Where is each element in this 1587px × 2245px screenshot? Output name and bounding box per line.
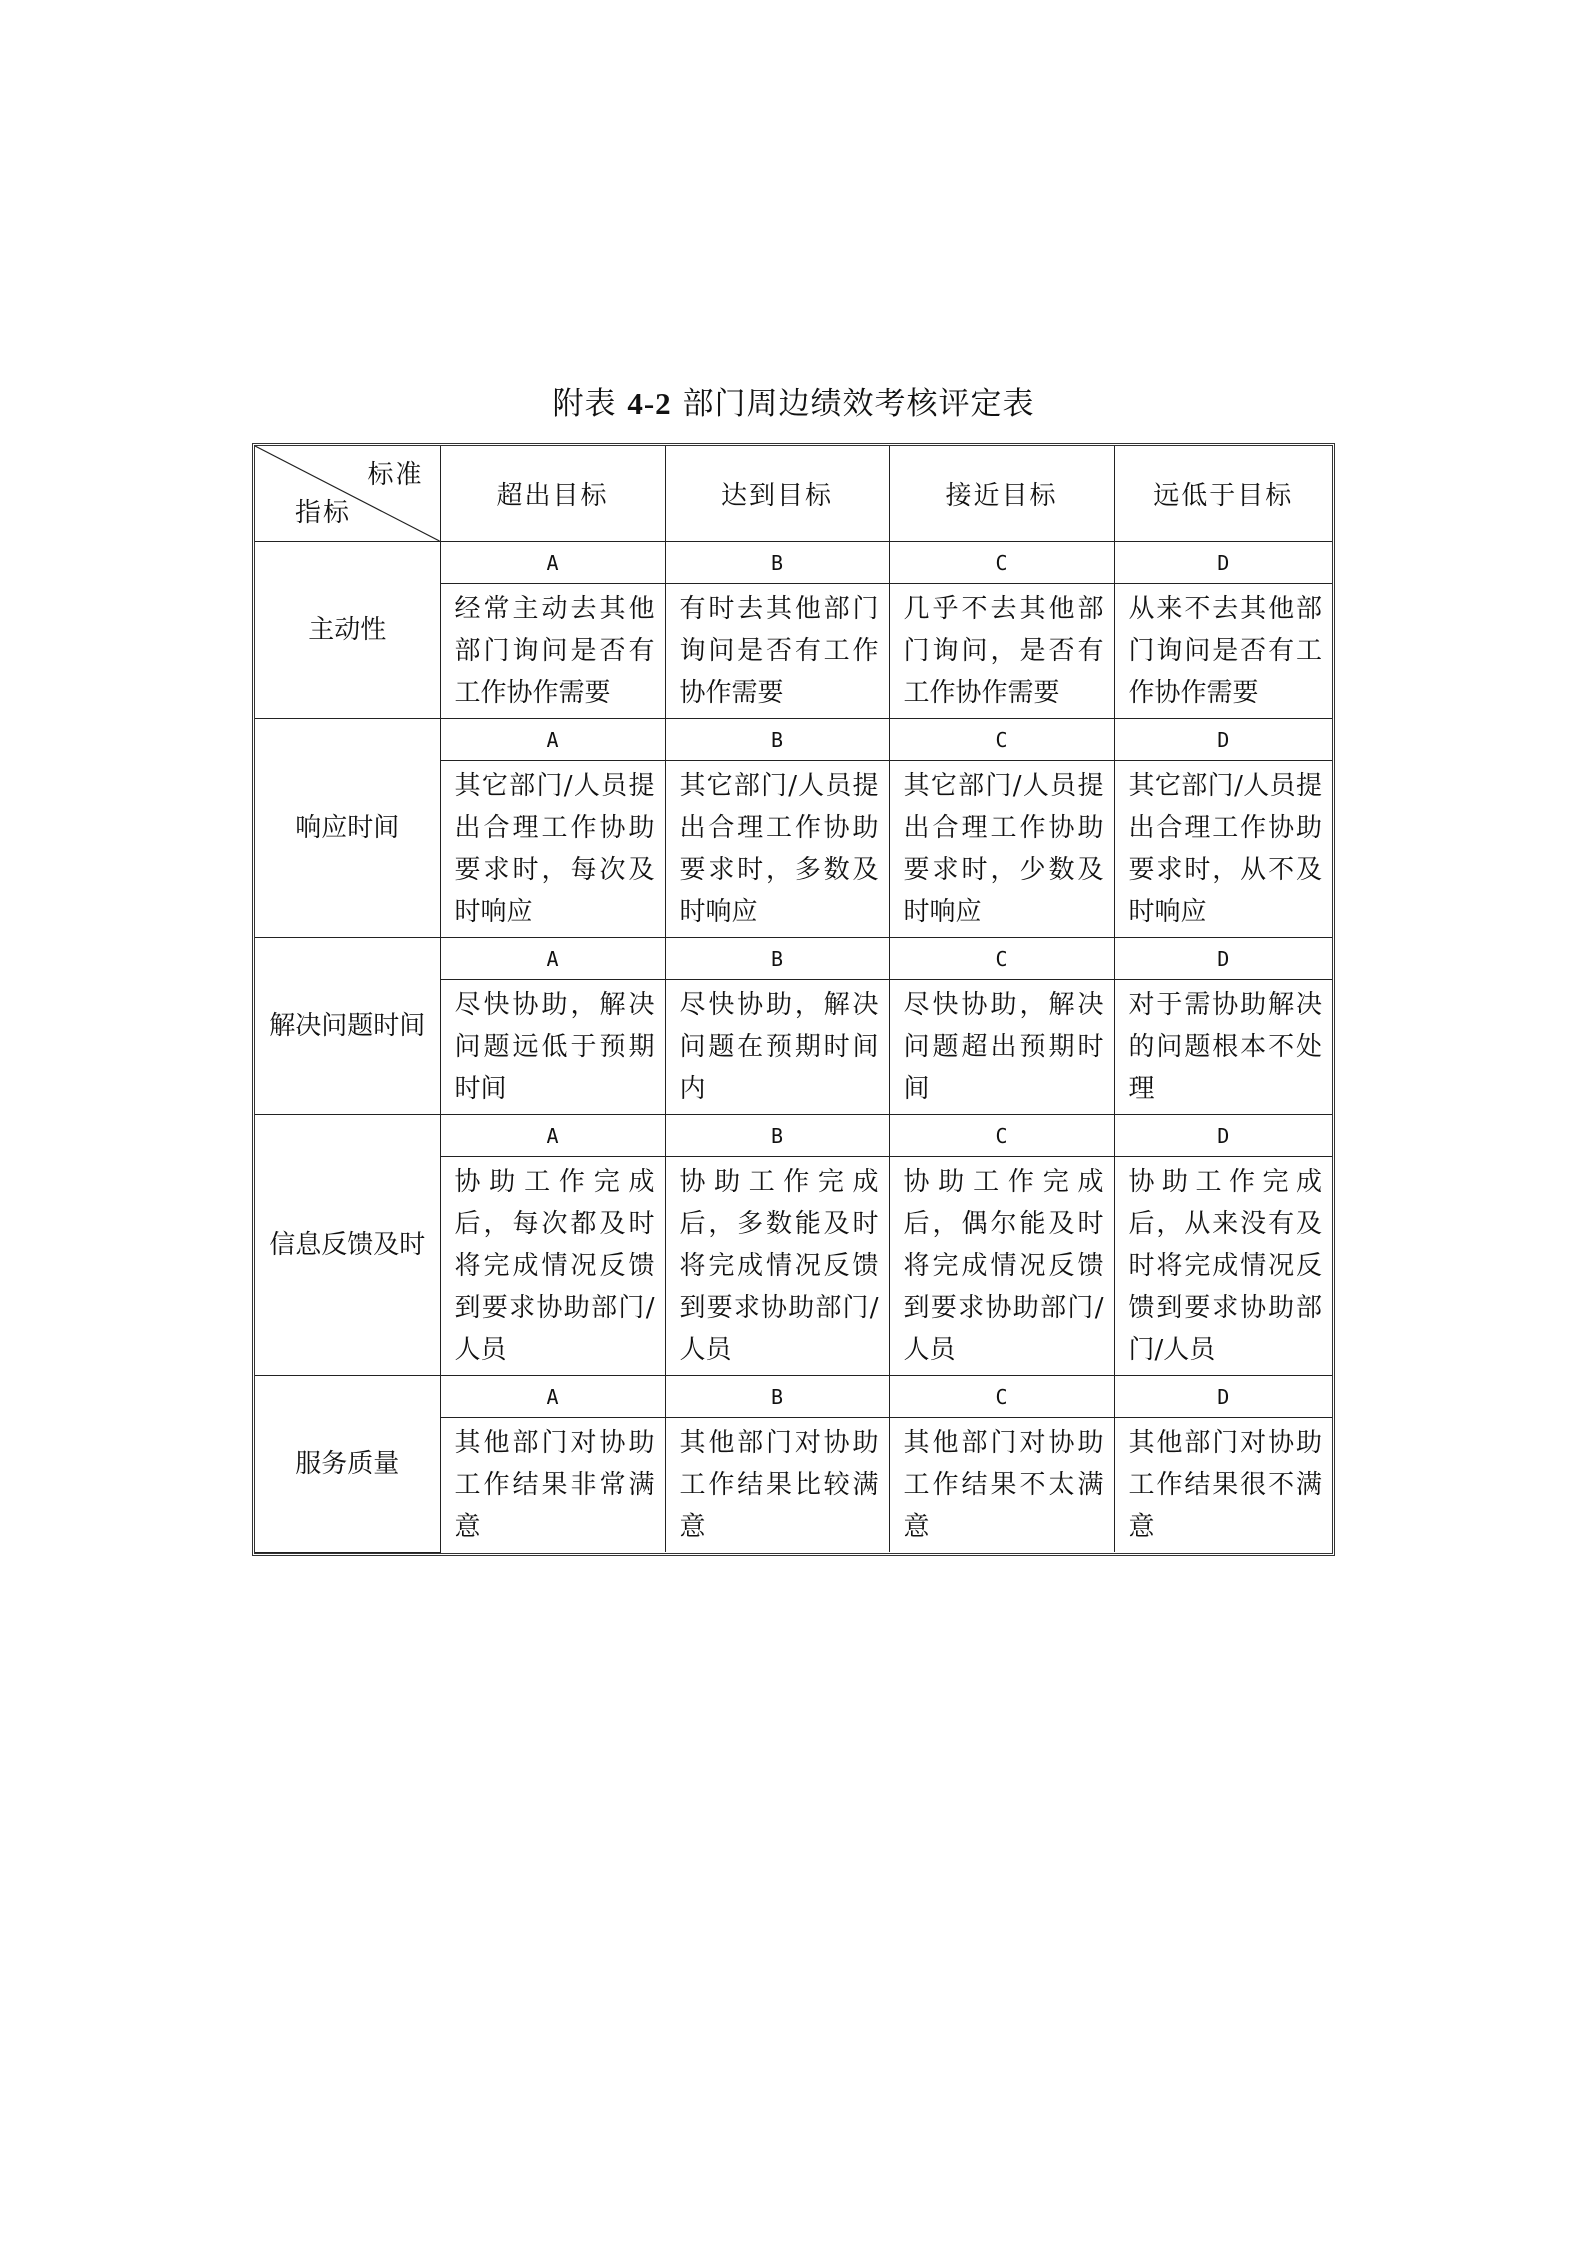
- grade-row: [255, 1115, 1332, 1157]
- title-prefix: 附表: [552, 386, 617, 422]
- page-title: [0, 378, 1587, 423]
- grade-label: C: [889, 1115, 1114, 1157]
- description-cell: 协助工作完成后，每次都及时将完成情况反馈到要求协助部门/人员: [440, 1157, 665, 1376]
- description-cell: 有时去其他部门询问是否有工作协作需要: [665, 584, 889, 719]
- description-cell: 其他部门对协助工作结果不太满意: [889, 1418, 1114, 1553]
- description-cell: 尽快协助，解决问题在预期时间内: [665, 980, 889, 1115]
- description-cell: 协助工作完成后，从来没有及时将完成情况反馈到要求协助部门/人员: [1114, 1157, 1332, 1376]
- indicator-label: 服务质量: [255, 1376, 440, 1553]
- description-cell: 尽快协助，解决问题远低于预期时间: [440, 980, 665, 1115]
- grade-label: B: [665, 1115, 889, 1157]
- grade-label: D: [1114, 719, 1332, 761]
- description-cell: 从来不去其他部门询问是否有工作协作需要: [1114, 584, 1332, 719]
- grade-label: A: [440, 1376, 665, 1418]
- description-cell: 其他部门对协助工作结果很不满意: [1114, 1418, 1332, 1553]
- column-header: 超出目标: [440, 446, 665, 542]
- grade-label: C: [889, 938, 1114, 980]
- grade-row: [255, 719, 1332, 761]
- grade-row: [255, 938, 1332, 980]
- title-text: 部门周边绩效考核评定表: [682, 386, 1035, 422]
- column-header: 达到目标: [665, 446, 889, 542]
- corner-standard-label: 标准: [367, 460, 424, 490]
- grade-label: A: [440, 542, 665, 584]
- description-cell: 其他部门对协助工作结果非常满意: [440, 1418, 665, 1553]
- description-cell: 其它部门/人员提出合理工作协助要求时，每次及时响应: [440, 761, 665, 938]
- description-cell: 尽快协助，解决问题超出预期时间: [889, 980, 1114, 1115]
- corner-indicator-label: 指标: [295, 498, 352, 528]
- grade-label: A: [440, 719, 665, 761]
- evaluation-table: [252, 443, 1335, 1556]
- indicator-label: 主动性: [255, 542, 440, 719]
- grade-label: B: [665, 938, 889, 980]
- grade-label: C: [889, 542, 1114, 584]
- column-header: 接近目标: [889, 446, 1114, 542]
- grade-label: C: [889, 1376, 1114, 1418]
- grade-label: D: [1114, 1376, 1332, 1418]
- description-cell: 其它部门/人员提出合理工作协助要求时，少数及时响应: [889, 761, 1114, 938]
- indicator-label: 解决问题时间: [255, 938, 440, 1115]
- description-cell: 经常主动去其他部门询问是否有工作协作需要: [440, 584, 665, 719]
- description-cell: 其它部门/人员提出合理工作协助要求时，从不及时响应: [1114, 761, 1332, 938]
- grade-label: A: [440, 938, 665, 980]
- corner-cell: [255, 446, 440, 542]
- indicator-label: 信息反馈及时: [255, 1115, 440, 1376]
- indicator-label: 响应时间: [255, 719, 440, 938]
- description-cell: 几乎不去其他部门询问，是否有工作协作需要: [889, 584, 1114, 719]
- grade-label: D: [1114, 542, 1332, 584]
- description-cell: 协助工作完成后，偶尔能及时将完成情况反馈到要求协助部门/人员: [889, 1157, 1114, 1376]
- description-cell: 其他部门对协助工作结果比较满意: [665, 1418, 889, 1553]
- grade-label: D: [1114, 1115, 1332, 1157]
- description-cell: 其它部门/人员提出合理工作协助要求时，多数及时响应: [665, 761, 889, 938]
- grade-label: B: [665, 542, 889, 584]
- grade-row: [255, 1376, 1332, 1418]
- title-number: 4-2: [627, 386, 672, 421]
- grade-label: C: [889, 719, 1114, 761]
- description-cell: 协助工作完成后，多数能及时将完成情况反馈到要求协助部门/人员: [665, 1157, 889, 1376]
- header-row: [255, 446, 1332, 542]
- grade-label: B: [665, 719, 889, 761]
- grade-label: A: [440, 1115, 665, 1157]
- grade-label: B: [665, 1376, 889, 1418]
- column-header: 远低于目标: [1114, 446, 1332, 542]
- grade-row: [255, 542, 1332, 584]
- grade-label: D: [1114, 938, 1332, 980]
- description-cell: 对于需协助解决的问题根本不处理: [1114, 980, 1332, 1115]
